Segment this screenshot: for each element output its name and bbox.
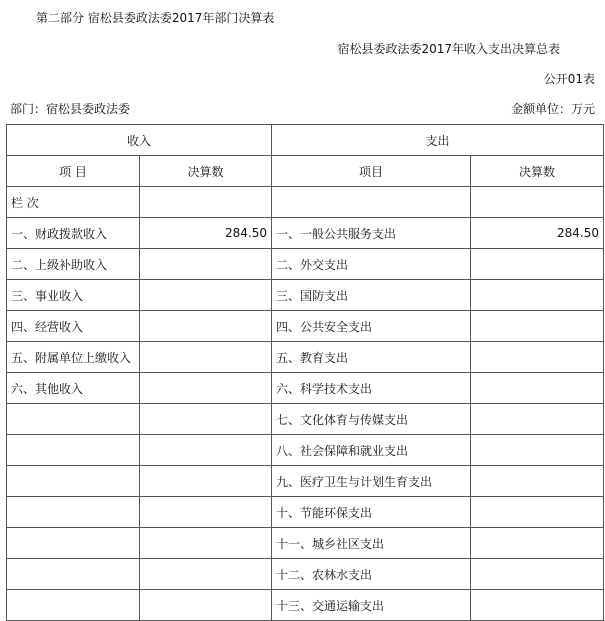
income-amount-cell (140, 280, 272, 311)
expense-amount-cell (471, 528, 604, 559)
income-amount-cell (140, 404, 272, 435)
table-row (7, 311, 604, 342)
income-item-cell: 五、附属单位上缴收入 (7, 342, 140, 373)
table-row (7, 435, 604, 466)
expense-item-cell: 十三、交通运输支出 (272, 590, 471, 621)
income-amount-cell (140, 249, 272, 280)
column-row-cell (471, 187, 604, 218)
table-title: 宿松县委政法委2017年收入支出决算总表 (337, 42, 560, 56)
table-row (7, 404, 604, 435)
table-row (7, 590, 604, 621)
expense-amount-cell (471, 435, 604, 466)
expense-amount-cell (471, 280, 604, 311)
expense-item-cell: 九、医疗卫生与计划生育支出 (272, 466, 471, 497)
income-item-cell (7, 497, 140, 528)
table-row (7, 342, 604, 373)
income-item-cell: 六、其他收入 (7, 373, 140, 404)
table-row (7, 497, 604, 528)
expense-amount-cell (471, 404, 604, 435)
income-amount-cell (140, 590, 272, 621)
part-title: 第二部分 宿松县委政法委2017年部门决算表 (36, 11, 275, 25)
income-item-cell: 四、经营收入 (7, 311, 140, 342)
income-item-cell (7, 528, 140, 559)
income-item-cell (7, 404, 140, 435)
table-row (7, 466, 604, 497)
expense-amount-cell (471, 559, 604, 590)
income-expense-table (6, 124, 604, 621)
column-number-row (7, 187, 604, 218)
expense-amount-cell (471, 373, 604, 404)
income-amount-cell (140, 342, 272, 373)
income-item-cell (7, 559, 140, 590)
table-row (7, 280, 604, 311)
expense-item-cell: 八、社会保障和就业支出 (272, 435, 471, 466)
expense-amount-cell (471, 249, 604, 280)
income-item-cell (7, 590, 140, 621)
income-amount-cell (140, 435, 272, 466)
income-item-cell: 三、事业收入 (7, 280, 140, 311)
expense-item-cell: 十二、农林水支出 (272, 559, 471, 590)
income-amount-cell (140, 559, 272, 590)
income-amount-cell: 284.50 (140, 218, 272, 249)
expense-item-cell: 十一、城乡社区支出 (272, 528, 471, 559)
expense-amount-cell: 284.50 (471, 218, 604, 249)
expense-item-cell: 四、公共安全支出 (272, 311, 471, 342)
income-item-cell (7, 435, 140, 466)
expense-item-cell: 二、外交支出 (272, 249, 471, 280)
income-amount-cell (140, 373, 272, 404)
expense-header: 支出 (272, 125, 604, 156)
expense-item-cell: 三、国防支出 (272, 280, 471, 311)
expense-item-cell: 七、文化体育与传媒支出 (272, 404, 471, 435)
expense-amount-cell (471, 466, 604, 497)
income-amount-cell (140, 528, 272, 559)
department-label: 部门：宿松县委政法委 (10, 102, 131, 116)
column-row-cell (272, 187, 471, 218)
income-item-cell: 二、上级补助收入 (7, 249, 140, 280)
column-row-label: 栏 次 (7, 187, 140, 218)
expense-item-cell: 一、一般公共服务支出 (272, 218, 471, 249)
expense-amount-cell (471, 497, 604, 528)
table-header-row-2 (7, 156, 604, 187)
expense-amount-cell (471, 311, 604, 342)
income-amount-cell (140, 466, 272, 497)
income-amount-cell (140, 497, 272, 528)
expense-item-cell: 六、科学技术支出 (272, 373, 471, 404)
table-row (7, 218, 604, 249)
table-code: 公开01表 (543, 72, 595, 86)
column-row-cell (140, 187, 272, 218)
table-row (7, 249, 604, 280)
expense-amount-cell (471, 342, 604, 373)
expense-item-cell: 五、教育支出 (272, 342, 471, 373)
expense-item-cell: 十、节能环保支出 (272, 497, 471, 528)
table-header-row-1 (7, 125, 604, 156)
income-amount-col-header: 决算数 (140, 156, 272, 187)
income-item-col-header: 项 目 (7, 156, 140, 187)
income-item-cell (7, 466, 140, 497)
expense-amount-cell (471, 590, 604, 621)
expense-amount-col-header: 决算数 (471, 156, 604, 187)
table-row (7, 373, 604, 404)
expense-item-col-header: 项目 (272, 156, 471, 187)
income-amount-cell (140, 311, 272, 342)
income-header: 收入 (7, 125, 272, 156)
unit-label: 金额单位：万元 (510, 102, 595, 116)
income-item-cell: 一、财政拨款收入 (7, 218, 140, 249)
table-row (7, 559, 604, 590)
table-row (7, 528, 604, 559)
table-body (7, 125, 604, 621)
